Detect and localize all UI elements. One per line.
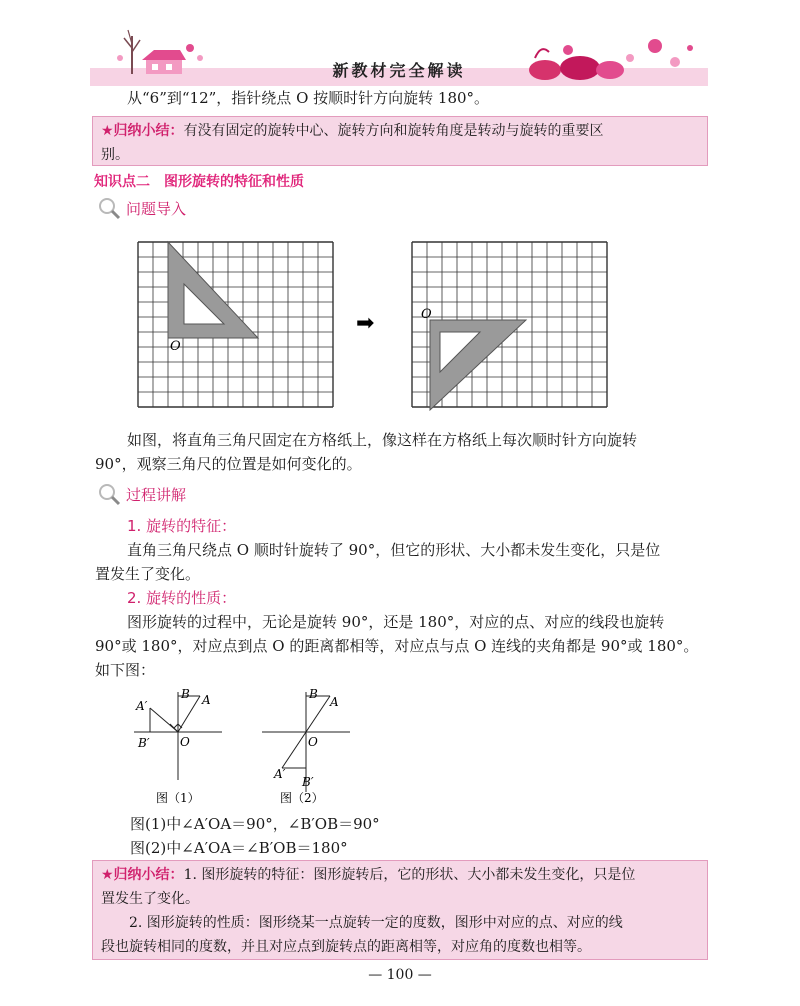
- feature-line-1: 直角三角尺绕点 O 顺时针旋转了 90°，但它的形状、大小都未发生变化，只是位: [127, 541, 661, 559]
- summary-box-1: [92, 116, 708, 166]
- fig1-label-a: A: [202, 693, 211, 707]
- section-title: 知识点二 图形旋转的特征和性质: [94, 174, 304, 190]
- feature-line-2: 置发生了变化。: [95, 565, 201, 583]
- fig1-label-a-prime: A′: [136, 699, 148, 713]
- property-line-3: 如下图：: [95, 661, 156, 679]
- rotation-figures: [130, 682, 370, 808]
- page-header: [90, 18, 708, 88]
- summary-text: 1. 图形旋转的特征：图形旋转后，它的形状、大小都未发生变化，只是位: [183, 867, 636, 883]
- fig1-label-o: O: [180, 735, 190, 749]
- problem-intro-label: 问题导入: [126, 199, 187, 218]
- property-line-2: 90°或 180°，对应点到点 O 的距离都相等，对应点与点 O 连线的夹角都是 90°或 180°。: [95, 637, 699, 655]
- label-o-left: O: [170, 339, 181, 354]
- process-label: 过程讲解: [126, 485, 187, 504]
- desc-line-2: 90°，观察三角尺的位置是如何变化的。: [95, 455, 362, 473]
- desc-line-1: 如图，将直角三角尺固定在方格纸上，像这样在方格纸上每次顺时针方向旋转: [127, 431, 638, 449]
- arrow-right-icon: ➡: [356, 311, 375, 336]
- equation-1: 图(1)中∠A′OA＝90°，∠B′OB＝90°: [130, 815, 380, 833]
- fig1-label-b-prime: B′: [138, 736, 150, 750]
- fig2-caption: 图（2）: [280, 791, 324, 805]
- fig1-label-b: B: [181, 687, 190, 701]
- figure-1: [134, 687, 222, 805]
- summary-text: 别。: [101, 147, 129, 163]
- summary-text: 2. 图形旋转的性质：图形绕某一点旋转一定的度数，图形中对应的点、对应的线: [129, 915, 623, 931]
- summary-text: 置发生了变化。: [101, 891, 199, 907]
- fig1-caption: 图（1）: [156, 791, 200, 805]
- fig2-label-b: B: [309, 687, 318, 701]
- fig2-label-a: A: [330, 695, 339, 709]
- problem-intro-heading: [96, 196, 186, 220]
- figure-2: [262, 687, 350, 805]
- equation-2: 图(2)中∠A′OA＝∠B′OB＝180°: [130, 839, 348, 857]
- property-line-1: 图形旋转的过程中，无论是旋转 90°，还是 180°，对应的点、对应的线段也旋转: [127, 613, 665, 631]
- process-heading: [96, 482, 186, 506]
- page-number: — 100 —: [368, 967, 432, 983]
- fig2-label-b-prime: B′: [302, 775, 314, 789]
- intro-line: 从“6”到“12”，指针绕点 O 按顺时针方向旋转 180°。: [127, 89, 490, 107]
- magnifier-icon: [96, 196, 122, 220]
- summary-box-2: [92, 860, 708, 960]
- summary-label: ★归纳小结：: [101, 123, 184, 139]
- summary-label: ★归纳小结：: [101, 867, 184, 883]
- fig2-label-o: O: [308, 735, 318, 749]
- magnifier-icon: [96, 482, 122, 506]
- summary-text: 有没有固定的旋转中心、旋转方向和旋转角度是转动与旋转的重要区: [183, 123, 604, 139]
- header-title: 新教材完全解读: [332, 61, 466, 80]
- property-title: 2. 旋转的性质：: [127, 589, 237, 607]
- label-o-right: O: [421, 307, 432, 322]
- summary-text: 段也旋转相同的度数，并且对应点到旋转点的距离相等，对应角的度数也相等。: [101, 939, 591, 955]
- fig2-label-a-prime: A′: [274, 767, 286, 781]
- feature-title: 1. 旋转的特征：: [127, 517, 237, 535]
- grid-figure: [130, 238, 610, 414]
